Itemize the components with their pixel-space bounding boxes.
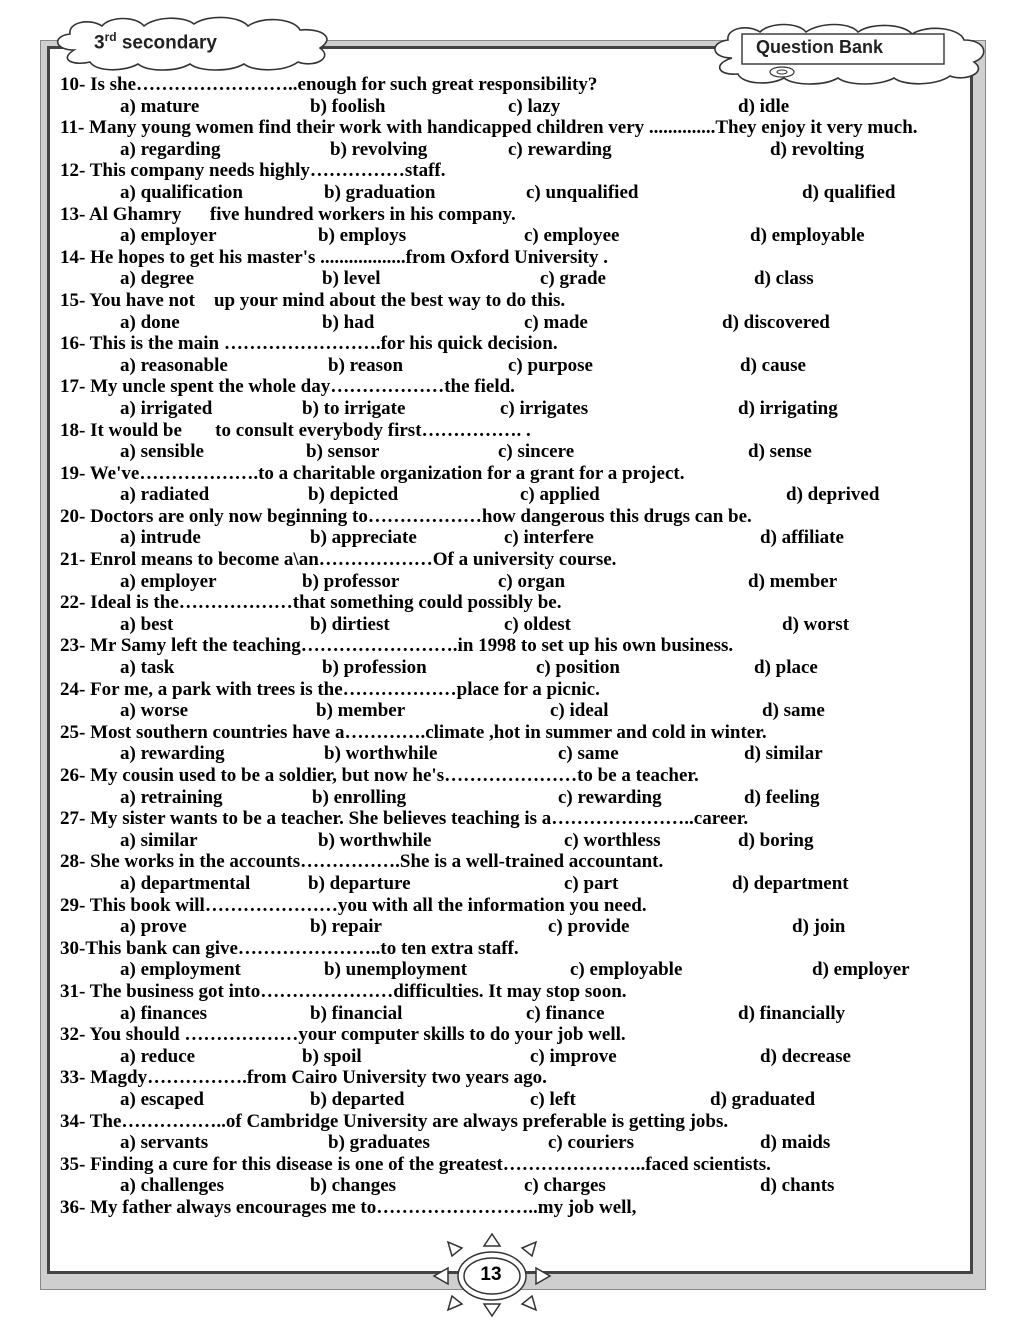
question-text: 10- Is she……………………..enough for such great responsibility? — [60, 74, 598, 95]
question-text: 15- You have not up your mind about the best way to do this. — [60, 289, 566, 311]
options-row — [60, 1175, 960, 1197]
option-d: d) affiliate — [760, 527, 844, 549]
option-a: a) radiated — [120, 484, 210, 506]
question-text: 12- This company needs highly……………staff. — [60, 160, 446, 182]
option-d: d) department — [732, 872, 849, 894]
question-text: 24- For me, a park with trees is the………………place for a picnic. — [60, 678, 600, 700]
option-c: c) position — [536, 657, 620, 679]
option-a: a) intrude — [120, 527, 201, 549]
option-b: b) sensor — [306, 441, 380, 463]
option-b: b) level — [322, 268, 381, 290]
option-b: b) financial — [310, 1002, 403, 1024]
option-b: b) had — [322, 311, 375, 333]
options-row — [60, 1089, 960, 1111]
options-row — [60, 657, 960, 679]
question-text: 13- Al Ghamry five hundred workers in his company. — [60, 203, 516, 225]
option-b: b) appreciate — [310, 527, 417, 549]
options-row — [60, 1003, 960, 1025]
options-row — [60, 959, 960, 981]
option-a: a) departmental — [120, 872, 251, 894]
option-b: b) worthwhile — [318, 829, 432, 851]
options-row — [60, 527, 960, 549]
option-a: a) qualification — [120, 181, 243, 203]
option-b: b) member — [316, 700, 406, 722]
option-a: a) done — [120, 311, 180, 333]
question-text: 19- We've……………….to a charitable organization for a grant for a project. — [60, 462, 685, 484]
option-c: c) ideal — [550, 700, 609, 722]
option-d: d) financially — [738, 1002, 846, 1024]
option-a: a) employer — [120, 225, 217, 247]
option-a: a) challenges — [120, 1175, 224, 1197]
question-text: 35- Finding a cure for this disease is one of the greatest…………………..faced scientists. — [60, 1153, 771, 1175]
option-d: d) idle — [738, 95, 790, 117]
option-c: c) provide — [548, 916, 630, 938]
option-c: c) purpose — [508, 354, 593, 376]
option-b: b) revolving — [330, 138, 428, 160]
option-d: d) revolting — [770, 138, 865, 160]
option-d: d) graduated — [710, 1088, 816, 1110]
option-b: b) foolish — [310, 95, 386, 117]
option-a: a) best — [120, 613, 174, 635]
options-row — [60, 1132, 960, 1154]
question-text: 20- Doctors are only now beginning to………………how dangerous this drugs can be. — [60, 505, 752, 527]
option-c: c) sincere — [498, 441, 575, 463]
options-row — [60, 830, 960, 852]
option-d: d) member — [748, 570, 838, 592]
question-text: 25- Most southern countries have a………….climate ,hot in summer and cold in winter. — [60, 721, 767, 743]
options-row — [60, 182, 960, 204]
option-a: a) similar — [120, 829, 198, 851]
option-d: d) similar — [744, 743, 823, 765]
options-row — [60, 312, 960, 334]
option-c: c) unqualified — [526, 181, 639, 203]
option-c: c) left — [530, 1088, 576, 1110]
page-number: 13 — [480, 1264, 502, 1285]
page-title: Question Bank — [756, 37, 884, 57]
option-b: b) to irrigate — [302, 397, 406, 419]
option-c: c) applied — [520, 484, 600, 506]
option-b: b) unemployment — [324, 959, 468, 981]
option-b: b) reason — [328, 354, 404, 376]
option-d: d) employer — [812, 959, 910, 981]
option-d: d) discovered — [722, 311, 830, 333]
option-d: d) boring — [738, 829, 814, 851]
option-a: a) rewarding — [120, 743, 225, 765]
options-row — [60, 96, 960, 118]
options-row — [60, 139, 960, 161]
option-d: d) join — [792, 916, 846, 938]
options-row — [60, 916, 960, 938]
option-b: b) depicted — [308, 484, 399, 506]
option-b: b) enrolling — [312, 786, 407, 808]
option-c: c) oldest — [504, 613, 572, 635]
option-a: a) sensible — [120, 441, 204, 463]
option-c: c) same — [558, 743, 619, 765]
option-c: c) lazy — [508, 95, 561, 117]
question-text: 29- This book will…………………you with all the information you need. — [60, 894, 647, 916]
options-row — [60, 398, 960, 420]
option-c: c) rewarding — [508, 138, 612, 160]
option-c: c) finance — [526, 1002, 605, 1024]
question-text: 22- Ideal is the………………that something could possibly be. — [60, 592, 562, 614]
option-c: c) improve — [530, 1045, 617, 1067]
question-text: 18- It would be to consult everybody first……………. . — [60, 419, 531, 441]
options-row — [60, 441, 960, 463]
option-a: a) prove — [120, 916, 187, 938]
option-d: d) decrease — [760, 1045, 851, 1067]
question-text: 16- This is the main …………………….for his quick decision. — [60, 333, 558, 355]
option-c: c) interfere — [504, 527, 594, 549]
question-text: 36- My father always encourages me to……………………..my job well, — [60, 1196, 637, 1218]
question-text: 32- You should ………………your computer skills to do your job well. — [60, 1024, 626, 1046]
question-text: 27- My sister wants to be a teacher. She believes teaching is a…………………..career. — [60, 808, 749, 830]
option-c: c) worthless — [564, 829, 661, 851]
option-a: a) regarding — [120, 138, 221, 160]
option-c: c) couriers — [548, 1132, 634, 1154]
option-a: a) reduce — [120, 1045, 196, 1067]
options-row — [60, 700, 960, 722]
option-b: b) graduates — [328, 1132, 430, 1154]
option-b: b) spoil — [302, 1045, 362, 1067]
option-a: a) servants — [120, 1132, 209, 1154]
option-a: a) finances — [120, 1002, 208, 1024]
options-row — [60, 355, 960, 377]
option-b: b) departed — [310, 1088, 405, 1110]
option-b: b) dirtiest — [310, 613, 390, 635]
question-text: 28- She works in the accounts…………….She is a well-trained accountant. — [60, 851, 664, 873]
option-c: c) organ — [498, 570, 566, 592]
option-d: d) employable — [750, 225, 865, 247]
option-b: b) professor — [302, 570, 400, 592]
option-a: a) irrigated — [120, 397, 213, 419]
option-d: d) same — [762, 700, 825, 722]
question-text: 34- The……………..of Cambridge University are always preferable is getting jobs. — [60, 1110, 729, 1132]
option-a: a) retraining — [120, 786, 223, 808]
grade-label: 3rd secondary — [94, 30, 217, 54]
option-b: b) departure — [308, 872, 411, 894]
options-row — [60, 225, 960, 247]
option-c: c) charges — [524, 1175, 606, 1197]
option-d: d) sense — [748, 441, 812, 463]
option-a: a) escaped — [120, 1088, 204, 1110]
question-text: 14- He hopes to get his master's ..................from Oxford University . — [60, 246, 608, 268]
question-text: 26- My cousin used to be a soldier, but now he's…………………to be a teacher. — [60, 765, 699, 786]
question-text: 21- Enrol means to become a\an………………Of a university course. — [60, 549, 617, 571]
question-text: 30-This bank can give…………………..to ten extra staff. — [60, 937, 519, 959]
option-c: c) employable — [570, 959, 683, 981]
question-text: 11- Many young women find their work with handicapped children very ..............They enjoy it very much. — [60, 117, 918, 139]
option-d: d) chants — [760, 1175, 835, 1197]
option-d: d) place — [754, 657, 818, 679]
options-row — [60, 743, 960, 765]
options-row — [60, 571, 960, 593]
option-d: d) maids — [760, 1132, 831, 1154]
option-b: b) profession — [322, 657, 427, 679]
option-a: a) mature — [120, 95, 200, 117]
option-d: d) cause — [740, 354, 806, 376]
option-c: c) irrigates — [500, 397, 589, 419]
question-text: 23- Mr Samy left the teaching…………………….in 1998 to set up his own business. — [60, 635, 734, 657]
question-text: 33- Magdy…………….from Cairo University two years ago. — [60, 1067, 547, 1089]
option-a: a) task — [120, 657, 175, 679]
option-d: d) irrigating — [738, 397, 838, 419]
option-a: a) employment — [120, 959, 241, 981]
options-row — [60, 614, 960, 636]
option-c: c) employee — [524, 225, 620, 247]
option-d: d) deprived — [786, 484, 880, 506]
option-b: b) graduation — [324, 181, 436, 203]
question-list — [60, 74, 960, 1218]
options-row — [60, 787, 960, 809]
option-c: c) made — [524, 311, 588, 333]
question-text: 17- My uncle spent the whole day………………the field. — [60, 376, 515, 398]
option-c: c) grade — [540, 268, 606, 290]
option-b: b) worthwhile — [324, 743, 438, 765]
option-a: a) worse — [120, 700, 189, 722]
option-b: b) changes — [310, 1175, 397, 1197]
option-c: c) rewarding — [558, 786, 662, 808]
option-d: d) feeling — [744, 786, 820, 808]
option-d: d) qualified — [802, 181, 896, 203]
question-text: 31- The business got into…………………difficulties. It may stop soon. — [60, 980, 627, 1002]
option-a: a) reasonable — [120, 354, 228, 376]
options-row — [60, 484, 960, 506]
option-b: b) employs — [318, 225, 407, 247]
option-b: b) repair — [310, 916, 382, 938]
option-a: a) employer — [120, 570, 217, 592]
options-row — [60, 268, 960, 290]
option-d: d) class — [754, 268, 814, 290]
option-a: a) degree — [120, 268, 195, 290]
option-d: d) worst — [782, 613, 850, 635]
option-c: c) part — [564, 872, 619, 894]
options-row — [60, 873, 960, 895]
options-row — [60, 1046, 960, 1068]
